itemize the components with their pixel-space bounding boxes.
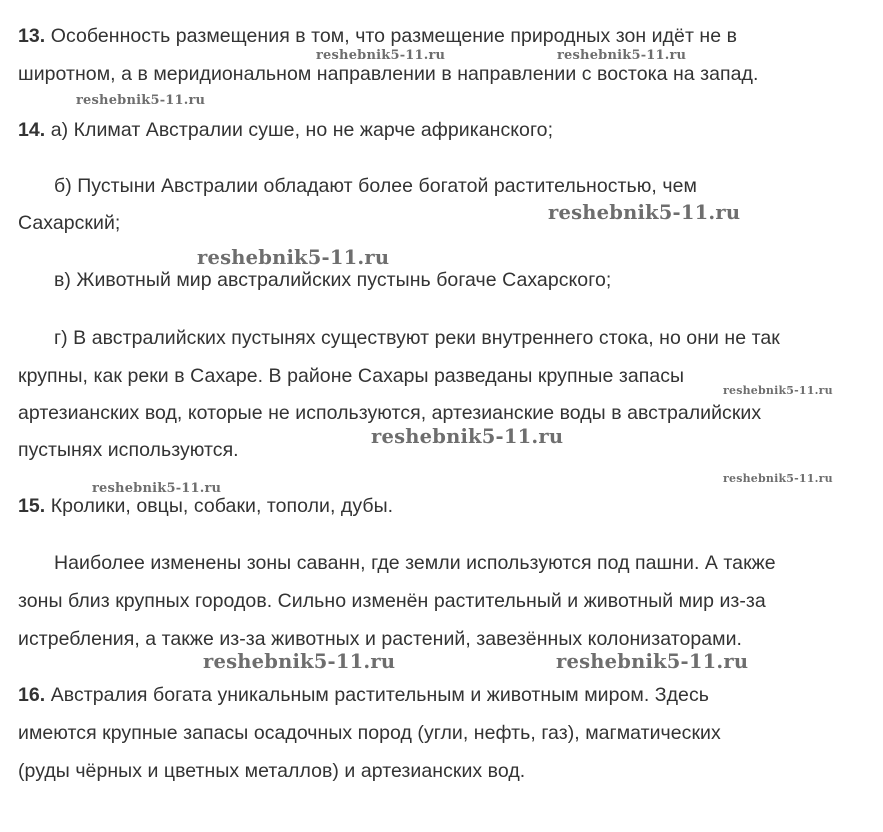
answer-14g-text-2: крупны, как реки в Сахаре. В районе Сахары разведаны крупные запасы xyxy=(18,365,685,387)
answer-14g-text-4: пустынях используются. xyxy=(18,439,239,461)
watermark: reshebnik5-11.ru xyxy=(371,425,564,448)
answer-16-number: 16. xyxy=(18,684,46,706)
answer-14g-line-1 xyxy=(54,326,780,350)
answer-14b-line-1 xyxy=(54,174,697,198)
answer-15-number: 15. xyxy=(18,495,46,517)
answer-14g-line-3 xyxy=(18,401,761,425)
watermark: reshebnik5-11.ru xyxy=(723,384,833,397)
watermark: reshebnik5-11.ru xyxy=(556,650,749,673)
answer-14g-text-1: г) В австралийских пустынях существуют реки внутреннего стока, но они не так xyxy=(54,327,780,349)
answer-13-text-1: Особенность размещения в том, что размещение природных зон идёт не в xyxy=(50,25,737,47)
answer-14g-line-2 xyxy=(18,364,684,388)
answer-15-para-line-2 xyxy=(18,589,766,613)
watermark: reshebnik5-11.ru xyxy=(548,201,741,224)
answer-16-line-3 xyxy=(18,759,525,783)
answer-16-line-2 xyxy=(18,721,721,745)
watermark: reshebnik5-11.ru xyxy=(316,48,446,63)
answer-15-line-1 xyxy=(18,494,393,518)
watermark: reshebnik5-11.ru xyxy=(92,481,222,496)
answer-15-text-1: Кролики, овцы, собаки, тополи, дубы. xyxy=(50,495,394,517)
answer-14v-line-1 xyxy=(54,268,611,292)
answer-15-para-text-3: истребления, а также из-за животных и растений, завезённых колонизаторами. xyxy=(18,628,743,650)
answer-13-number: 13. xyxy=(18,25,46,47)
answer-13-text-2: широтном, а в меридиональном направлении в направлении с востока на запад. xyxy=(18,63,759,85)
answer-15-para-text-2: зоны близ крупных городов. Сильно изменён растительный и животный мир из-за xyxy=(18,590,766,612)
answer-16-line-1 xyxy=(18,683,709,707)
watermark: reshebnik5-11.ru xyxy=(723,472,833,485)
answer-16-text-3: (руды чёрных и цветных металлов) и артезианских вод. xyxy=(18,760,526,782)
answer-14-number: 14. xyxy=(18,119,46,141)
answer-14-line-1 xyxy=(18,118,553,142)
watermark: reshebnik5-11.ru xyxy=(76,93,206,108)
answer-13-line-1 xyxy=(18,24,737,48)
watermark: reshebnik5-11.ru xyxy=(203,650,396,673)
answer-16-text-1: Австралия богата уникальным растительным и животным миром. Здесь xyxy=(50,684,709,706)
answer-16-text-2: имеются крупные запасы осадочных пород (угли, нефть, газ), магматических xyxy=(18,722,721,744)
answer-14g-line-4 xyxy=(18,438,239,462)
answer-14g-text-3: артезианских вод, которые не используются, артезианские воды в австралийских xyxy=(18,402,762,424)
answer-15-para-line-3 xyxy=(18,627,742,651)
answer-14v-text: в) Животный мир австралийских пустынь богаче Сахарского; xyxy=(54,269,612,291)
answer-14b-line-2 xyxy=(18,211,120,235)
answer-15-para-line-1 xyxy=(54,551,776,575)
answer-13-line-2 xyxy=(18,62,758,86)
answer-14a-text: а) Климат Австралии суше, но не жарче африканского; xyxy=(50,119,554,141)
watermark: reshebnik5-11.ru xyxy=(197,246,390,269)
answer-14b-text-1: б) Пустыни Австралии обладают более богатой растительностью, чем xyxy=(54,175,697,197)
answer-14b-text-2: Сахарский; xyxy=(18,212,121,234)
answer-15-para-text-1: Наиболее изменены зоны саванн, где земли используются под пашни. А также xyxy=(54,552,776,574)
watermark: reshebnik5-11.ru xyxy=(557,48,687,63)
